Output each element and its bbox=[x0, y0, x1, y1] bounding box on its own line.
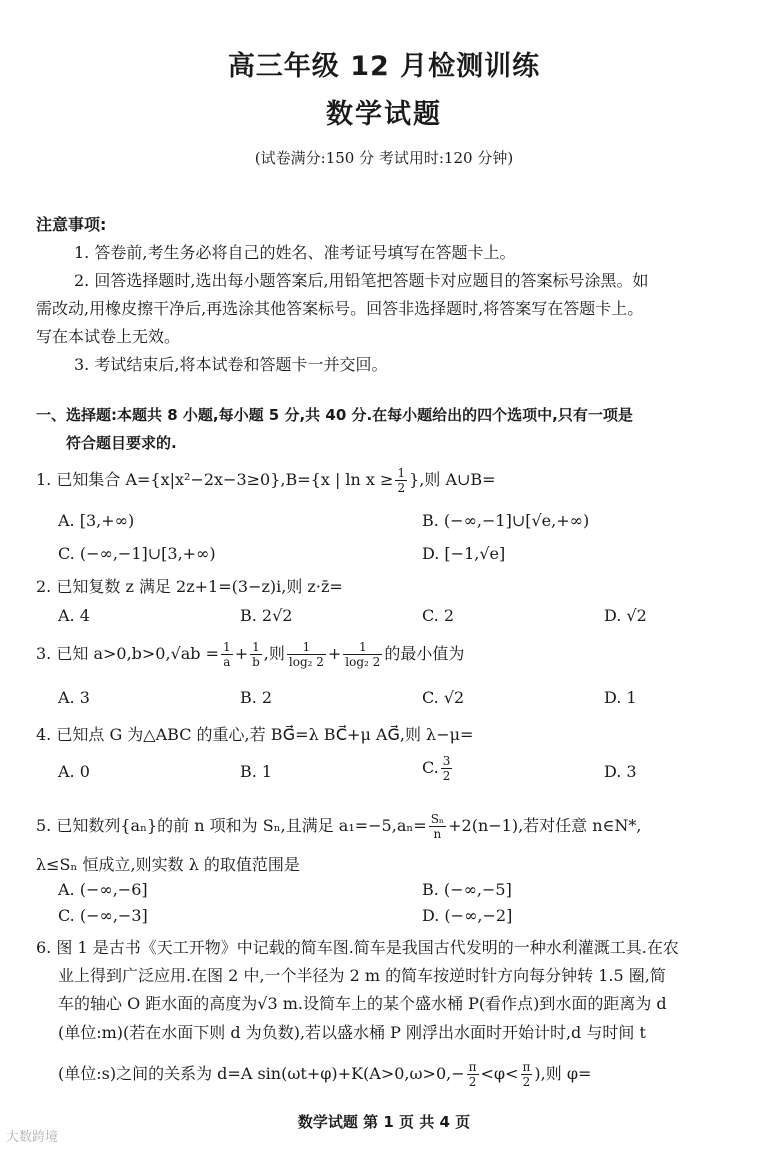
notice-item-1: 1. 答卷前,考生务必将自己的姓名、准考证号填写在答题卡上。 bbox=[74, 243, 516, 262]
q3-frac-3-den: log₂ 2 bbox=[288, 655, 324, 669]
question-6-line-2: 业上得到广泛应用.在图 2 中,一个半径为 2 m 的简车按逆时针方向每分钟转 1.5 圈,简 bbox=[58, 966, 666, 985]
section-heading: 一、选择题:本题共 8 小题,每小题 5 分,共 40 分.在每小题给出的四个选项中,只有一项是 bbox=[36, 406, 633, 424]
q6-frac-2 bbox=[521, 1060, 533, 1089]
q3-option-c: C. √2 bbox=[422, 688, 465, 707]
q6-frac-1 bbox=[467, 1060, 479, 1089]
q5-option-a: A. (−∞,−6] bbox=[58, 880, 148, 899]
q3-plus-1: + bbox=[234, 644, 249, 663]
question-6-line-3: 车的轴心 O 距水面的高度为√3 m.设简车上的某个盛水桶 P(看作点)到水面的距离为 d bbox=[58, 994, 667, 1013]
watermark-text: 大数跨境 bbox=[6, 1130, 59, 1145]
q6-formula-a: (单位:s)之间的关系为 d=A sin(ωt+φ)+K bbox=[58, 1064, 364, 1083]
q3-option-b: B. 2 bbox=[240, 688, 273, 707]
q1-stem-a: 1. 已知集合 A={x|x²−2x−3≥0},B= bbox=[36, 470, 311, 489]
q3-frac-1-num: 1 bbox=[223, 640, 231, 654]
q3-frac-2-num: 1 bbox=[250, 640, 262, 655]
q2-option-b: B. 2√2 bbox=[240, 606, 293, 625]
q1-frac-den: 2 bbox=[397, 481, 406, 495]
q3-option-d: D. 1 bbox=[604, 688, 637, 707]
q5-option-d: D. (−∞,−2] bbox=[422, 906, 513, 925]
notice-heading: 注意事项: bbox=[36, 215, 107, 234]
q2-option-a: A. 4 bbox=[58, 606, 90, 625]
q3-frac-2-den: b bbox=[252, 655, 260, 669]
q4-option-c-fraction bbox=[441, 754, 453, 783]
q5-stem-b: +2(n−1),若对任意 n∈N*, bbox=[448, 816, 642, 835]
q3-frac-3 bbox=[287, 640, 326, 669]
q4-option-b: B. 1 bbox=[240, 762, 273, 781]
q2-option-d: D. √2 bbox=[604, 606, 647, 625]
question-5-stem-cont: λ≤Sₙ 恒成立,则实数 λ 的取值范围是 bbox=[36, 855, 300, 874]
question-6-line-4: (单位:m)(若在水面下则 d 为负数),若以盛水桶 P 刚浮出水面时开始计时,d 与时间 t bbox=[58, 1023, 646, 1042]
q5-frac-num: Sₙ bbox=[430, 812, 445, 826]
q4-option-c-prefix: C. bbox=[422, 758, 439, 777]
exam-subject: 数学试题 bbox=[326, 99, 442, 130]
q3-frac-3-num: 1 bbox=[287, 640, 326, 655]
page-footer: 数学试题 第 1 页 共 4 页 bbox=[297, 1113, 471, 1131]
q1-frac-num: 1 bbox=[397, 466, 406, 480]
q6-formula-c: <φ< bbox=[480, 1064, 519, 1083]
q3-plus-2: + bbox=[327, 644, 342, 663]
q3-frac-1-den: a bbox=[223, 655, 231, 669]
q6-frac-2-num: π bbox=[522, 1060, 531, 1074]
q3-frac-4 bbox=[343, 640, 382, 669]
exam-meta: (试卷满分:150 分 考试用时:120 分钟) bbox=[254, 149, 514, 167]
q6-frac-2-den: 2 bbox=[522, 1075, 531, 1089]
notice-item-2a: 2. 回答选择题时,选出每小题答案后,用铅笔把答题卡对应题目的答案标号涂黑。如 bbox=[74, 271, 649, 290]
q3-frac-1 bbox=[221, 640, 233, 669]
notice-item-2b: 需改动,用橡皮擦干净后,再选涂其他答案标号。回答非选择题时,将答案写在答题卡上。 bbox=[36, 299, 644, 318]
q5-stem-a: 5. 已知数列{aₙ}的前 n 项和为 Sₙ,且满足 a₁=−5,aₙ= bbox=[36, 816, 427, 835]
q5-option-c: C. (−∞,−3] bbox=[58, 906, 148, 925]
q5-option-b: B. (−∞,−5] bbox=[422, 880, 512, 899]
question-3-stem bbox=[36, 640, 464, 669]
q3-stem-b: ,则 bbox=[263, 644, 285, 663]
notice-item-2c: 写在本试卷上无效。 bbox=[36, 327, 181, 346]
question-6-line-5 bbox=[58, 1060, 591, 1089]
q6-frac-1-den: 2 bbox=[468, 1075, 477, 1089]
q1-stem-b: },则 A∪B= bbox=[409, 470, 496, 489]
q3-frac-2 bbox=[250, 640, 262, 669]
question-1-stem bbox=[36, 466, 496, 495]
q6-formula-b: (A>0,ω>0,− bbox=[363, 1064, 465, 1083]
q1-option-b: B. (−∞,−1]∪[√e,+∞) bbox=[422, 511, 590, 530]
q3-frac-4-den: log₂ 2 bbox=[345, 655, 381, 669]
exam-title: 高三年级 12 月检测训练 bbox=[227, 51, 541, 82]
question-4-stem: 4. 已知点 G 为△ABC 的重心,若 BG⃗=λ BC⃗+μ AG⃗,则 λ−μ= bbox=[36, 725, 474, 744]
question-6-line-1: 6. 图 1 是古书《天工开物》中记载的简车图.简车是我国古代发明的一种水利灌溉工具.在农 bbox=[36, 938, 679, 957]
q4-option-c-den: 2 bbox=[442, 769, 451, 783]
q6-formula-d: ),则 φ= bbox=[534, 1064, 592, 1083]
q6-frac-1-num: π bbox=[468, 1060, 477, 1074]
q3-stem-c: 的最小值为 bbox=[384, 644, 465, 663]
q4-option-c bbox=[422, 754, 454, 783]
section-heading-cont: 符合题目要求的. bbox=[66, 434, 177, 452]
q1-stem-set: {x | ln x ≥ bbox=[310, 470, 394, 489]
q3-option-a: A. 3 bbox=[58, 688, 90, 707]
q5-fraction bbox=[429, 812, 446, 841]
question-5-stem bbox=[36, 812, 642, 841]
q5-frac-den: n bbox=[433, 827, 442, 841]
question-2-stem: 2. 已知复数 z 满足 2z+1=(3−z)i,则 z·z̄= bbox=[36, 577, 343, 596]
q3-stem-a: 3. 已知 a>0,b>0,√ab = bbox=[36, 644, 220, 663]
q4-option-d: D. 3 bbox=[604, 762, 637, 781]
q1-fraction bbox=[395, 466, 407, 495]
q4-option-a: A. 0 bbox=[58, 762, 90, 781]
q1-option-c: C. (−∞,−1]∪[3,+∞) bbox=[58, 544, 216, 563]
q4-option-c-num: 3 bbox=[442, 754, 451, 768]
q2-option-c: C. 2 bbox=[422, 606, 455, 625]
q1-option-a: A. [3,+∞) bbox=[58, 511, 135, 530]
q3-frac-4-num: 1 bbox=[343, 640, 382, 655]
notice-item-3: 3. 考试结束后,将本试卷和答题卡一并交回。 bbox=[74, 355, 388, 374]
q1-option-d: D. [−1,√e] bbox=[422, 544, 506, 563]
